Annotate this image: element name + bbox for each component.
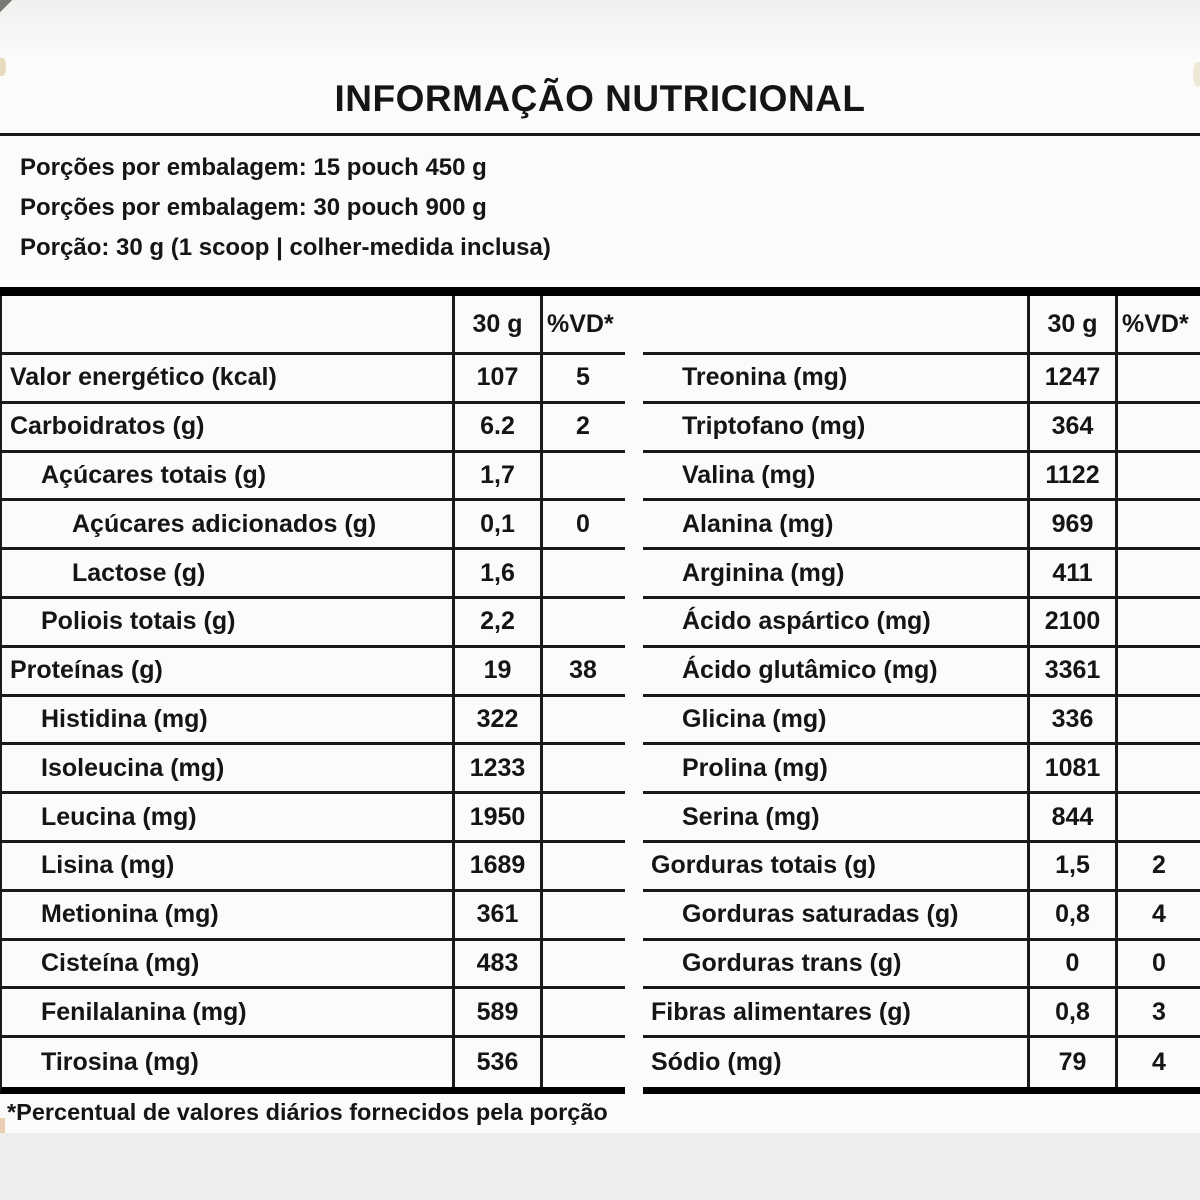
nutrient-dv (1118, 794, 1200, 840)
title-divider (0, 133, 1200, 136)
nutrient-dv (1118, 550, 1200, 596)
nutrient-dv (543, 453, 623, 499)
nutrient-dv (543, 989, 623, 1035)
column-header-amount: 30 g (452, 296, 543, 352)
nutrient-dv (1118, 404, 1200, 450)
nutrient-dv (543, 1038, 623, 1087)
nutrient-dv (543, 941, 623, 987)
nutrient-name: Cisteína (mg) (41, 948, 200, 977)
nutrient-dv (1118, 599, 1200, 645)
nutrient-amount: 1,5 (1027, 843, 1118, 889)
table-row (2, 648, 625, 697)
nutrient-amount: 2,2 (452, 599, 543, 645)
nutrient-name: Prolina (mg) (682, 753, 828, 782)
table-body-left (2, 355, 625, 1087)
bottom-background-band (0, 1133, 1200, 1200)
nutrient-amount: 361 (452, 892, 543, 938)
nutrient-dv: 4 (1152, 900, 1166, 929)
table-row (643, 941, 1200, 990)
nutrient-amount: 0,8 (1027, 989, 1118, 1035)
top-background-band (0, 0, 1200, 58)
nutrient-name: Carboidratos (g) (10, 412, 205, 441)
nutrient-dv (543, 599, 623, 645)
nutrient-dv: 5 (576, 363, 590, 392)
photo-edge-artifact-left (0, 58, 6, 76)
table-row (2, 843, 625, 892)
nutrient-amount: 107 (452, 355, 543, 401)
table-row (643, 1038, 1200, 1087)
nutrient-dv: 2 (1152, 851, 1166, 880)
nutrient-name: Sódio (mg) (651, 1048, 782, 1077)
servings-per-package-450: Porções por embalagem: 15 pouch 450 g (20, 154, 487, 181)
nutrient-amount: 411 (1027, 550, 1118, 596)
nutrient-dv: 0 (576, 509, 590, 538)
nutrient-table-right (643, 296, 1200, 1094)
nutrient-amount: 536 (452, 1038, 543, 1087)
nutrient-amount: 844 (1027, 794, 1118, 840)
nutrient-name: Leucina (mg) (41, 802, 197, 831)
nutrient-name: Fibras alimentares (g) (651, 997, 911, 1026)
table-row (2, 453, 625, 502)
nutrient-name: Glicina (mg) (682, 704, 827, 733)
nutrient-name: Arginina (mg) (682, 558, 845, 587)
page-title: INFORMAÇÃO NUTRICIONAL (334, 78, 866, 119)
table-row (2, 892, 625, 941)
table-row (2, 794, 625, 843)
nutrient-amount: 0 (1027, 941, 1118, 987)
daily-value-footnote: *Percentual de valores diários fornecidos pela porção (7, 1099, 608, 1125)
nutrient-dv: 0 (1152, 948, 1166, 977)
nutrient-amount: 969 (1027, 501, 1118, 547)
table-top-thick-bar (0, 287, 1200, 296)
nutrient-dv: 4 (1152, 1048, 1166, 1077)
nutrient-dv: 38 (569, 656, 597, 685)
nutrient-name: Tirosina (mg) (41, 1048, 199, 1077)
table-row (2, 989, 625, 1038)
nutrient-amount: 2100 (1027, 599, 1118, 645)
nutrient-name: Histidina (mg) (41, 704, 208, 733)
table-row (643, 843, 1200, 892)
table-row (643, 745, 1200, 794)
nutrient-dv (1118, 453, 1200, 499)
nutrient-name: Valina (mg) (682, 460, 816, 489)
nutrient-amount: 1,7 (452, 453, 543, 499)
servings-per-package-900: Porções por embalagem: 30 pouch 900 g (20, 194, 487, 221)
nutrient-amount: 1,6 (452, 550, 543, 596)
nutrient-dv: 3 (1152, 997, 1166, 1026)
nutrient-dv (1118, 745, 1200, 791)
nutrient-dv (543, 550, 623, 596)
nutrient-amount: 483 (452, 941, 543, 987)
nutrient-name: Alanina (mg) (682, 509, 834, 538)
nutrient-name: Açúcares adicionados (g) (72, 509, 377, 538)
table-row (643, 989, 1200, 1038)
nutrient-amount: 1689 (452, 843, 543, 889)
nutrient-amount: 6.2 (452, 404, 543, 450)
nutrient-amount: 1122 (1027, 453, 1118, 499)
nutrient-amount: 3361 (1027, 648, 1118, 694)
nutrient-amount: 0,1 (452, 501, 543, 547)
nutrient-dv (543, 697, 623, 743)
nutrient-dv (543, 843, 623, 889)
table-row (643, 501, 1200, 550)
table-row (643, 355, 1200, 404)
nutrient-name: Açúcares totais (g) (41, 460, 267, 489)
column-header-dv: %VD* (547, 309, 614, 338)
nutrient-name: Gorduras totais (g) (651, 851, 877, 880)
table-row (643, 892, 1200, 941)
table-row (2, 501, 625, 550)
nutrient-dv (1118, 501, 1200, 547)
table-row (643, 648, 1200, 697)
nutrient-amount: 336 (1027, 697, 1118, 743)
photo-corner-artifact (0, 0, 12, 26)
nutrient-amount: 0,8 (1027, 892, 1118, 938)
nutrient-amount: 79 (1027, 1038, 1118, 1087)
header-spacer-cell (2, 296, 452, 352)
serving-info (20, 156, 551, 276)
nutrient-name: Poliois totais (g) (41, 607, 236, 636)
table-row (643, 404, 1200, 453)
nutrient-amount: 1081 (1027, 745, 1118, 791)
table-row (643, 453, 1200, 502)
table-header-row (2, 296, 625, 355)
nutrient-amount: 1950 (452, 794, 543, 840)
nutrient-name: Ácido aspártico (mg) (682, 607, 931, 636)
nutrient-amount: 322 (452, 697, 543, 743)
nutrient-name: Treonina (mg) (682, 363, 848, 392)
column-header-dv: %VD* (1122, 309, 1189, 338)
nutrient-name: Proteínas (g) (10, 656, 163, 685)
table-row (2, 550, 625, 599)
table-row (2, 355, 625, 404)
nutrient-name: Serina (mg) (682, 802, 820, 831)
table-row (643, 697, 1200, 746)
nutrient-dv (1118, 697, 1200, 743)
nutrient-dv (543, 745, 623, 791)
nutrient-name: Fenilalanina (mg) (41, 997, 247, 1026)
nutrient-name: Metionina (mg) (41, 900, 219, 929)
nutrient-dv (1118, 355, 1200, 401)
nutrient-amount: 19 (452, 648, 543, 694)
nutrient-amount: 1247 (1027, 355, 1118, 401)
serving-size: Porção: 30 g (1 scoop | colher-medida inclusa) (20, 234, 551, 261)
table-row (643, 599, 1200, 648)
table-body-right (643, 355, 1200, 1087)
header-spacer-cell (643, 296, 1027, 352)
nutrient-name: Valor energético (kcal) (10, 363, 277, 392)
nutrient-dv (543, 794, 623, 840)
nutrient-name: Gorduras trans (g) (682, 948, 902, 977)
nutrient-name: Gorduras saturadas (g) (682, 900, 959, 929)
table-header-row (643, 296, 1200, 355)
nutrient-name: Lactose (g) (72, 558, 206, 587)
nutrient-amount: 364 (1027, 404, 1118, 450)
nutrient-dv (1118, 648, 1200, 694)
table-row (2, 745, 625, 794)
nutrient-name: Ácido glutâmico (mg) (682, 656, 938, 685)
table-row (2, 697, 625, 746)
nutrient-name: Lisina (mg) (41, 851, 175, 880)
nutrient-table-left (0, 296, 625, 1094)
table-row (643, 550, 1200, 599)
nutrient-dv: 2 (576, 412, 590, 441)
nutrient-name: Isoleucina (mg) (41, 753, 225, 782)
table-row (643, 794, 1200, 843)
photo-edge-artifact-bottom-left (0, 1118, 5, 1133)
table-row (2, 404, 625, 453)
column-header-amount: 30 g (1027, 296, 1118, 352)
table-row (2, 599, 625, 648)
nutrient-amount: 1233 (452, 745, 543, 791)
nutrient-amount: 589 (452, 989, 543, 1035)
nutrient-name: Triptofano (mg) (682, 412, 866, 441)
nutrient-dv (543, 892, 623, 938)
table-row (2, 1038, 625, 1087)
table-row (2, 941, 625, 990)
